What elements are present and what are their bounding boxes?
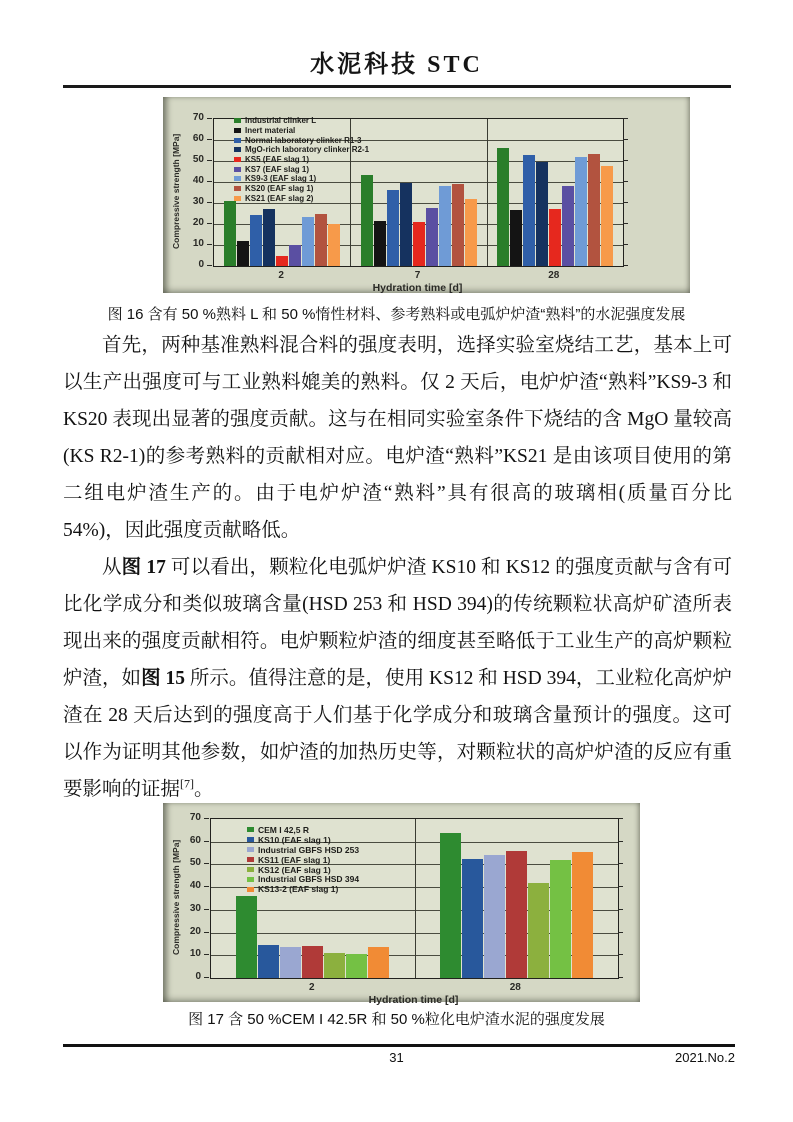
legend-swatch (247, 847, 254, 852)
x-tick-label: 2 (278, 270, 284, 281)
y-tickmark (207, 265, 212, 266)
y-tickmark (623, 181, 628, 182)
y-tick-label: 40 (189, 880, 201, 892)
bar (439, 186, 451, 266)
legend-label: CEM I 42,5 R (258, 824, 310, 835)
y-axis-title: Compressive strength [MPa] (171, 839, 181, 956)
page-number: 31 (389, 1050, 404, 1065)
bar (346, 954, 367, 978)
legend-label: KS20 (EAF slag 1) (245, 184, 314, 194)
y-tick-label: 30 (192, 196, 204, 207)
x-tick-label: 7 (414, 270, 421, 281)
bar (462, 859, 483, 978)
bar (601, 166, 613, 266)
paragraph-1-text: 首先，两种基准熟料混合料的强度表明，选择实验室烧结工艺，基本上可以生产出强度可与工业熟料媲美的熟料。仅 2 天后，电炉炉渣“熟料”KS9-3 和 KS20 表现出显著的强度贡献。这与在相同实验室条件下烧结的含 MgO 量较高(KS R2-1)的参考熟料的贡献相对应。电炉渣“熟料”KS21 是由该项目使用的第二组电炉渣生产的。由于电炉炉渣“熟料”具有很高的玻璃相(质量百分比 54%)，因此强度贡献略低。 (63, 335, 732, 541)
bar (440, 833, 461, 978)
bar (426, 208, 438, 266)
legend-entry (247, 855, 359, 865)
y-tick-label: 70 (189, 812, 201, 823)
legend-label: KS13-2 (EAF slag 1) (258, 884, 339, 895)
legend-entry (234, 184, 369, 194)
y-tick-label: 50 (192, 154, 204, 165)
legend-swatch (247, 867, 254, 872)
legend-entry (234, 164, 369, 174)
figure-16-chart (163, 97, 690, 293)
group-separator (415, 819, 416, 978)
legend-entry (247, 865, 359, 875)
legend-swatch (234, 147, 241, 152)
legend-swatch (234, 176, 241, 181)
legend-label: KS21 (EAF slag 2) (245, 193, 314, 203)
legend-label: KS12 (EAF slag 1) (258, 864, 331, 875)
y-tick-label: 60 (192, 133, 204, 144)
bar (324, 953, 345, 978)
y-tickmark (618, 977, 623, 978)
y-tickmark (204, 954, 209, 955)
figure-17-reference: 图 17 (121, 557, 166, 578)
y-tickmark (207, 202, 212, 203)
y-tickmark (204, 932, 209, 933)
y-tickmark (207, 223, 212, 224)
bar (368, 947, 389, 978)
legend-swatch (247, 887, 254, 892)
legend-entry (234, 135, 369, 145)
paragraph-2 (63, 549, 732, 808)
figure-17-chart (163, 803, 640, 1006)
chart-legend (234, 116, 369, 203)
bar (280, 947, 301, 978)
y-tickmark (618, 909, 623, 910)
y-tickmark (623, 202, 628, 203)
legend-swatch (234, 157, 241, 162)
y-tickmark (623, 244, 628, 245)
y-tickmark (204, 909, 209, 910)
legend-entry (247, 825, 359, 835)
footer-divider (63, 1044, 735, 1047)
legend-entry (234, 116, 369, 126)
legend-swatch (234, 128, 241, 133)
bar (510, 210, 522, 266)
bar (484, 855, 505, 978)
x-axis-title: Hydration time [d] (372, 282, 463, 294)
y-tickmark (207, 118, 212, 119)
legend-label: Industrial clinker L (245, 116, 317, 126)
legend-swatch (234, 138, 241, 143)
y-tickmark (618, 841, 623, 842)
legend-entry (234, 155, 369, 165)
bar (263, 209, 275, 266)
legend-label: KS10 (EAF slag 1) (258, 834, 331, 845)
legend-entry (234, 145, 369, 155)
y-tick-label: 60 (189, 834, 201, 846)
bar (250, 215, 262, 266)
paragraph-2-text: 可以看出，颗粒化电弧炉炉渣 KS10 和 KS12 的强度贡献与含有可比化学成分和类似玻璃含量(HSD 253 和 HSD 394)的传统颗粒状高炉矿渣所表现出来的强度贡献相符。电炉颗粒炉渣的细度甚至略低于工业生产的高炉颗粒炉渣，如 (63, 557, 732, 689)
bar (224, 201, 236, 266)
y-tick-label: 0 (198, 259, 204, 270)
y-tick-label: 20 (189, 925, 201, 937)
bar (302, 946, 323, 978)
figure-15-reference: 图 15 (141, 668, 185, 689)
x-tick-label: 28 (509, 982, 521, 993)
bar (506, 851, 527, 978)
legend-label: KS11 (EAF slag 1) (258, 854, 331, 865)
y-tick-label: 0 (195, 971, 201, 982)
y-tickmark (207, 160, 212, 161)
bar (276, 256, 288, 267)
bar (289, 245, 301, 266)
y-tickmark (204, 841, 209, 842)
legend-entry (247, 835, 359, 845)
bar (258, 945, 279, 978)
legend-label: Normal laboratory clinker R1-3 (245, 135, 362, 145)
bar (562, 186, 574, 266)
paragraph-2-text: 所示。值得注意的是，使用 KS12 和 HSD 394，工业粒化高炉炉渣在 28 天后达到的强度高于人们基于化学成分和玻璃含量预计的强度。这可以作为证明其他参数，如炉渣的加热历史等，对颗粒状的高炉炉渣的反应有重要影响的证据 (63, 668, 732, 800)
y-tickmark (623, 223, 628, 224)
legend-swatch (234, 186, 241, 191)
citation-7: [7] (180, 776, 195, 791)
x-tick-label: 2 (308, 982, 315, 993)
legend-entry (234, 126, 369, 136)
y-tickmark (618, 932, 623, 933)
bar (387, 190, 399, 266)
y-tickmark (618, 954, 623, 955)
paragraph-2-text: 。 (194, 779, 214, 800)
y-tickmark (204, 863, 209, 864)
y-tickmark (623, 118, 628, 119)
y-tickmark (623, 265, 628, 266)
legend-entry (247, 845, 359, 855)
bar (236, 896, 257, 978)
bar (413, 222, 425, 266)
y-tick-label: 10 (189, 948, 201, 960)
legend-label: Industrial GBFS HSD 394 (258, 874, 360, 885)
page-title: 水泥科技 STC (310, 52, 483, 78)
legend-label: KS5 (EAF slag 1) (245, 155, 310, 165)
legend-label: Inert material (245, 126, 296, 136)
plot-area (213, 118, 624, 267)
bar (328, 224, 340, 266)
bar (497, 148, 509, 266)
legend-swatch (247, 837, 254, 842)
bar (588, 154, 600, 266)
y-tickmark (618, 886, 623, 887)
legend-entry (247, 874, 359, 884)
x-tick-label: 28 (548, 270, 560, 281)
y-tickmark (623, 160, 628, 161)
y-tick-label: 20 (192, 217, 204, 228)
plot-area (210, 818, 619, 979)
y-tickmark (204, 977, 209, 978)
paragraph-2-text: 从 (102, 557, 122, 578)
paragraph-1 (63, 327, 732, 549)
y-tick-label: 50 (189, 857, 201, 869)
legend-label: KS9-3 (EAF slag 1) (245, 174, 317, 184)
y-tickmark (207, 244, 212, 245)
legend-swatch (247, 857, 254, 862)
legend-label: KS7 (EAF slag 1) (245, 164, 310, 174)
figure-16-caption: 图 16 含有 50 %熟料 L 和 50 %惰性材料、参考熟料或电弧炉炉渣“熟料”的水泥强度发展 (107, 306, 686, 323)
y-tick-label: 30 (189, 902, 201, 914)
y-tick-label: 70 (192, 112, 204, 123)
bar (528, 883, 549, 978)
figure-17-caption: 图 17 含 50 %CEM I 42.5R 和 50 %粒化电炉渣水泥的强度发展 (188, 1011, 605, 1028)
bar (302, 217, 314, 266)
bar (374, 221, 386, 266)
y-tickmark (618, 818, 623, 819)
legend-label: MgO-rich laboratory clinker R2-1 (245, 145, 370, 155)
bar (536, 162, 548, 266)
legend-swatch (234, 196, 241, 201)
y-tickmark (204, 818, 209, 819)
y-tickmark (618, 863, 623, 864)
legend-label: Industrial GBFS HSD 253 (258, 844, 360, 855)
legend-entry (234, 174, 369, 184)
bar (550, 860, 571, 978)
legend-entry (234, 194, 369, 204)
legend-swatch (247, 877, 254, 882)
bar (237, 241, 249, 266)
y-tickmark (207, 139, 212, 140)
y-tickmark (623, 139, 628, 140)
header-divider (63, 85, 731, 88)
bar (572, 852, 593, 978)
y-axis-title: Compressive strength [MPa] (171, 133, 181, 250)
legend-entry (247, 884, 359, 894)
chart-legend (247, 825, 359, 894)
bar (452, 184, 464, 266)
group-separator (487, 119, 488, 266)
legend-swatch (234, 167, 241, 172)
bar (575, 157, 587, 266)
bar (549, 209, 561, 266)
y-tick-label: 10 (192, 238, 204, 249)
bar (523, 155, 535, 266)
y-tickmark (204, 886, 209, 887)
legend-swatch (247, 827, 254, 832)
y-tick-label: 40 (192, 175, 204, 186)
bar (400, 183, 412, 266)
bar (465, 199, 477, 266)
legend-swatch (234, 118, 241, 123)
y-tickmark (207, 181, 212, 182)
x-axis-title: Hydration time [d] (368, 994, 459, 1006)
issue-number: 2021.No.2 (675, 1050, 735, 1065)
bar (315, 214, 327, 267)
